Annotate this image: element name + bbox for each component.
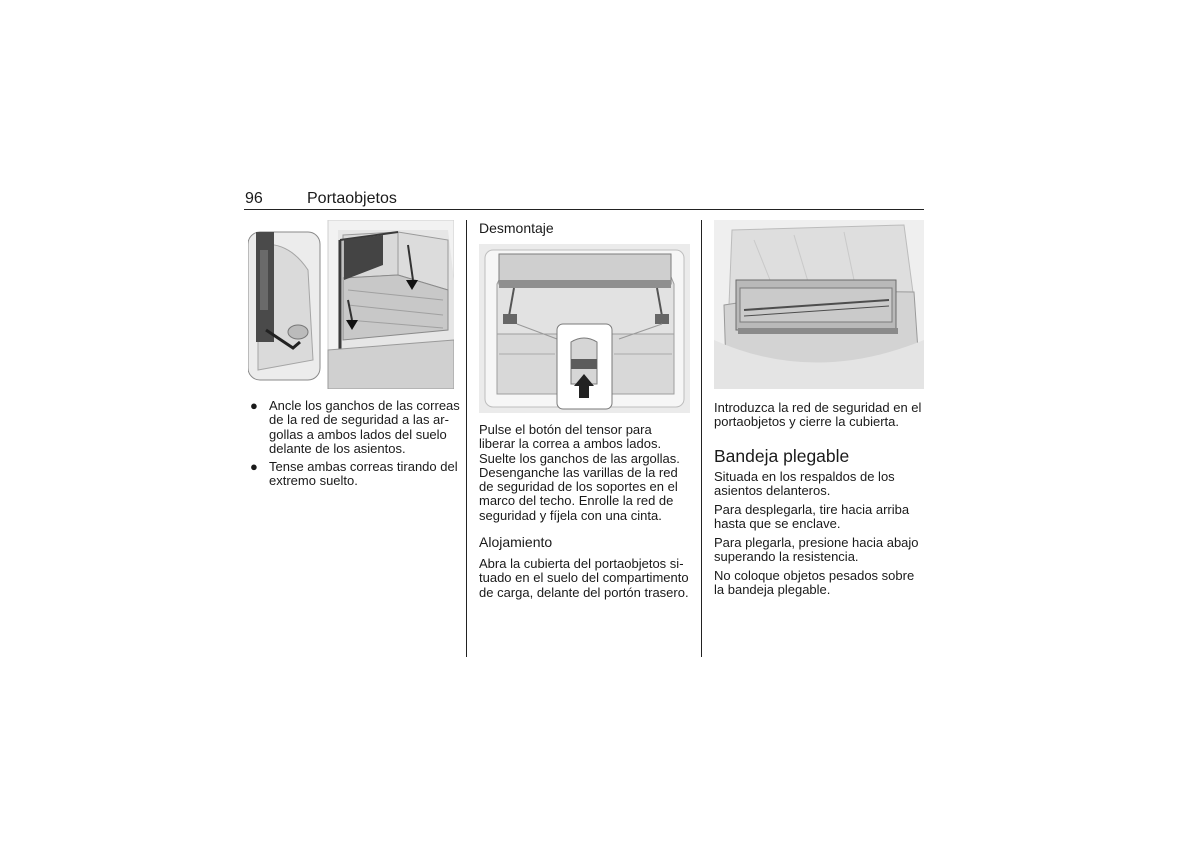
instruction-list [248,399,460,493]
paragraph-introduzca: Introduzca la red de seguridad en el portaobjetos y cierre la cubierta. [714,400,922,430]
paragraph-desplegar: Para desplegarla, tire hacia arriba hasta que se enclave. [714,502,910,532]
list-item [248,460,460,489]
section-title: Portaobjetos [307,190,397,207]
paragraph-desmontaje: Pulse el botón del tensor para liberar la correa a ambos lados. Suelte los ganchos de las argollas. Desenganche las varillas de la red de seguridad de los soportes en el marco del techo. Enrolle la red de seguridad y fíjela con una cinta. [479,422,680,523]
bullet-text: Tense ambas correas tirando del extremo suelto. [269,459,458,489]
cargo-area-illustration [479,244,690,413]
safety-net-illustration [248,220,454,389]
paragraph-situada: Situada en los respaldos de los asientos delanteros. [714,469,895,499]
heading-alojamiento: Alojamiento [479,534,553,550]
column-divider-left [466,220,467,657]
heading-bandeja-plegable: Bandeja plegable [714,446,850,466]
paragraph-plegar: Para plegarla, presione hacia abajo superando la resistencia. [714,535,919,565]
column-divider-right [701,220,702,657]
bullet-icon: ● [250,459,258,475]
storage-compartment-illustration [714,220,924,389]
page-number: 96 [245,190,263,207]
heading-desmontaje: Desmontaje [479,220,554,236]
bullet-icon: ● [250,398,258,413]
list-item [248,399,460,456]
paragraph-advertencia: No coloque objetos pesados sobre la bandeja plegable. [714,568,915,598]
bullet-text: Ancle los ganchos de las correas de la red de seguridad a las argollas a ambos lados del suelo delante de los asientos. [269,398,460,456]
page-header [244,189,924,210]
paragraph-alojamiento: Abra la cubierta del portaobjetos situado en el suelo del compartimento de carga, delante del portón trasero. [479,556,689,600]
